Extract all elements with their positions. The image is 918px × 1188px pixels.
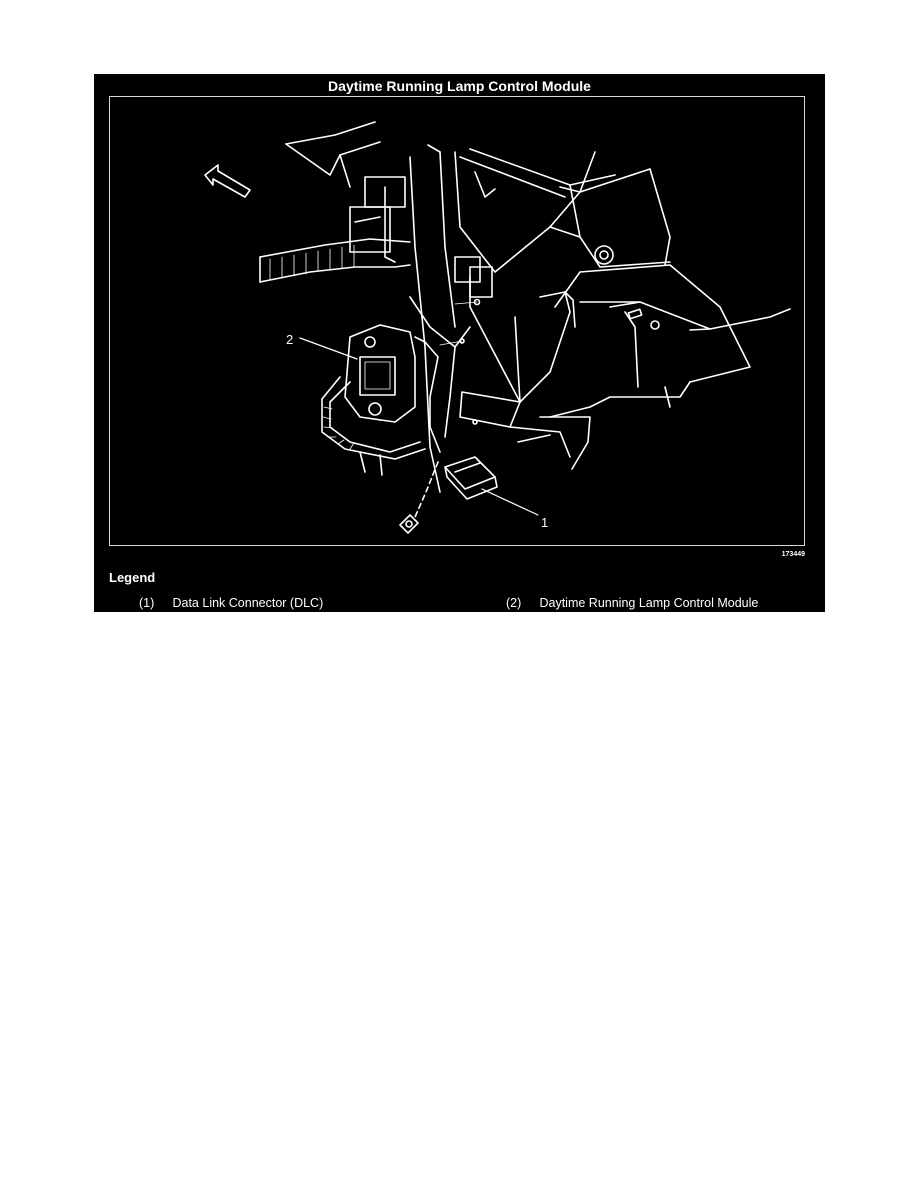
legend-item-label: Daytime Running Lamp Control Module — [539, 596, 759, 610]
legend-heading: Legend — [109, 570, 156, 585]
diagram-panel — [94, 74, 825, 612]
legend-item-number: (2) — [506, 596, 522, 610]
diagram-title: Daytime Running Lamp Control Module — [328, 78, 591, 94]
legend-item-dlc — [139, 596, 323, 610]
dashboard-illustration — [110, 97, 805, 546]
legend-item-label: Data Link Connector (DLC) — [172, 596, 324, 610]
legend-item-number: (1) — [139, 596, 155, 610]
illustration-frame — [109, 96, 805, 546]
callout-2: 2 — [286, 332, 294, 347]
figure-number: 173449 — [781, 551, 805, 558]
direction-arrow-icon — [205, 165, 250, 197]
legend-item-drl-module — [506, 596, 758, 610]
callout-1: 1 — [541, 515, 549, 530]
